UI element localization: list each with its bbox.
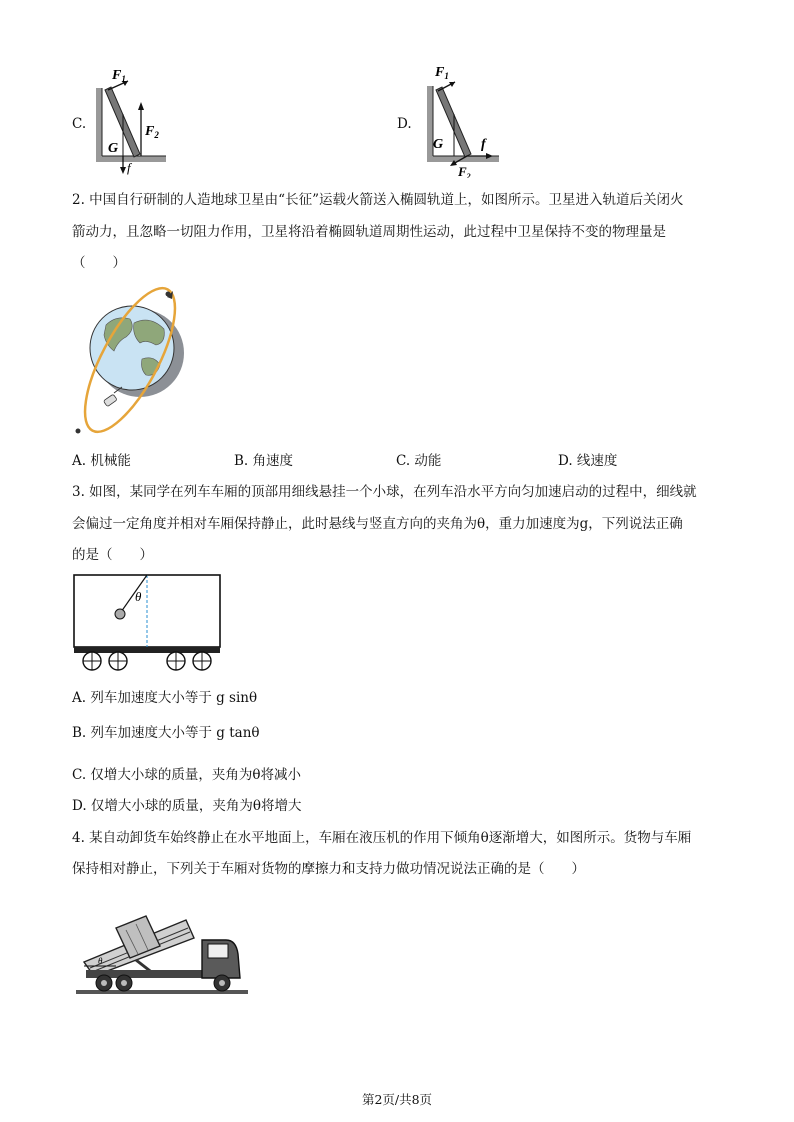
svg-text:G: G [108, 141, 119, 156]
q3-option-b: B. 列车加速度大小等于 g tanθ [72, 725, 260, 741]
q2-line-1: 2. 中国自行研制的人造地球卫星由“长征”运载火箭送入椭圆轨道上，如图所示。卫星进入轨道后关闭火 [72, 192, 684, 208]
wheels [83, 652, 211, 670]
svg-text:θ: θ [135, 589, 142, 604]
svg-text:f: f [127, 160, 131, 175]
svg-text:G: G [433, 137, 444, 152]
svg-text:f: f [481, 137, 486, 152]
figure-dump-truck [76, 890, 248, 998]
figure-d-force-diagram [425, 62, 505, 178]
option-c-label: C. [72, 116, 87, 132]
svg-text:F2: $F_2$ [458, 164, 471, 178]
svg-text:F1: $F_1$ [112, 68, 126, 84]
q2-option-b: B. 角速度 [234, 453, 294, 469]
q2-line-2: 箭动力，且忽略一切阻力作用，卫星将沿着椭圆轨道周期性运动，此过程中卫星保持不变的物理量是 [72, 224, 666, 240]
q2-option-d: D. 线速度 [558, 453, 618, 469]
earth [90, 306, 174, 390]
svg-text:F1: $F_1$ [435, 65, 449, 81]
floor [96, 156, 166, 162]
figure-train-carriage [72, 572, 232, 674]
q3-line-1: 3. 如图，某同学在列车车厢的顶部用细线悬挂一个小球，在列车沿水平方向匀加速启动的过程中，细线就 [72, 484, 697, 500]
figure-satellite-orbit [70, 285, 200, 440]
cab-window [208, 944, 228, 958]
page-number: 第2页/共8页 [361, 1092, 433, 1107]
q3-option-a: A. 列车加速度大小等于 g sinθ [72, 690, 258, 706]
figure-c-force-diagram [92, 64, 172, 176]
q2-option-a: A. 机械能 [72, 453, 131, 469]
q2-option-c: C. 动能 [396, 453, 442, 469]
chassis [74, 647, 220, 653]
q3-line-2: 会偏过一定角度并相对车厢保持静止，此时悬线与竖直方向的夹角为θ，重力加速度为g，下列说法正确 [72, 516, 683, 532]
ball [115, 609, 125, 619]
q3-option-c: C. 仅增大小球的质量，夹角为θ将减小 [72, 767, 302, 783]
option-d-label: D. [397, 116, 412, 132]
q2-line-3: （ ） [72, 255, 126, 271]
svg-text:F2: $F_2$ [145, 124, 159, 140]
q3-line-3: 的是（ ） [72, 547, 153, 563]
svg-text:θ: θ [98, 956, 103, 966]
q4-line-2: 保持相对静止，下列关于车厢对货物的摩擦力和支持力做功情况说法正确的是（ ） [72, 861, 585, 877]
q3-option-d: D. 仅增大小球的质量，夹角为θ将增大 [72, 798, 302, 814]
q4-line-1: 4. 某自动卸货车始终静止在水平地面上，车厢在液压机的作用下倾角θ逐渐增大，如图所示。货物与车厢 [72, 830, 692, 846]
wall [96, 88, 102, 158]
